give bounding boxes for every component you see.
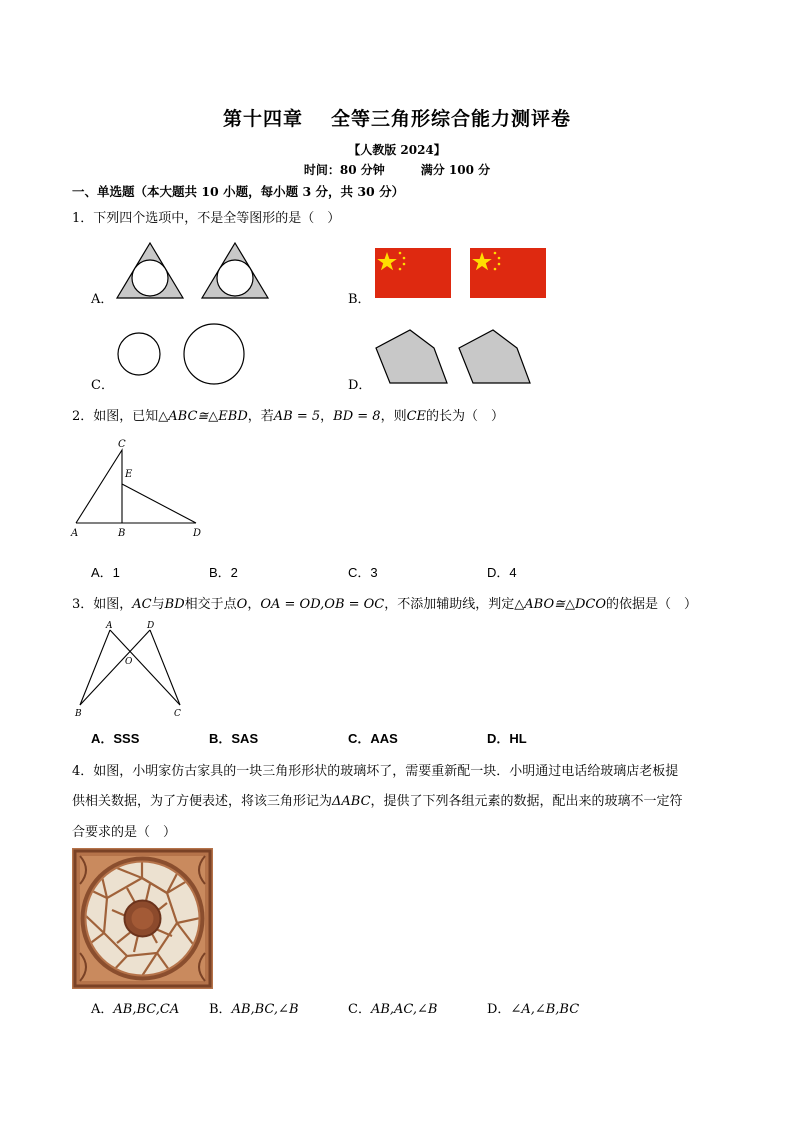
- q4-option-d[interactable]: [487, 998, 579, 1017]
- pentagon-1: [376, 330, 447, 383]
- q3-congruence: △ABO≅△DCO: [514, 597, 607, 612]
- q1-option-d-figure: [372, 326, 537, 388]
- q2-figure: [68, 436, 208, 540]
- question-2-stem: [72, 405, 504, 424]
- full-score: 满分 100 分: [420, 163, 491, 177]
- q2-ab-value: AB = 5: [273, 409, 321, 424]
- q3-option-d[interactable]: D．HL: [487, 731, 527, 746]
- q3-point-o: O: [236, 597, 248, 612]
- q3-stem-mid: 相交于点: [184, 597, 237, 612]
- q4-line2-suffix: ，提供了下列各组元素的数据，配出来的玻璃不一定符: [370, 794, 683, 809]
- q3-ac: AC: [132, 597, 152, 612]
- test-title: 全等三角形综合能力测评卷: [331, 108, 572, 130]
- label-a: A: [106, 621, 113, 631]
- q3-stem-sep: ，: [247, 597, 261, 612]
- label-c: C: [174, 709, 181, 719]
- q4-option-b-value: AB,BC,∠B: [231, 1002, 299, 1017]
- q4-option-c-label: C．: [348, 1002, 371, 1017]
- question-4-line-2: [72, 790, 683, 809]
- q1-option-c-label: C．: [91, 378, 114, 393]
- section-heading: 一、单选题（本大题共 10 小题，每小题 3 分，共 30 分）: [72, 184, 405, 199]
- question-4-line-1: 4．如图，小明家仿古家具的一块三角形形状的玻璃坏了，需要重新配一块．小明通过电话给玻璃店老板提: [72, 764, 679, 779]
- q3-equalities: OA = OD,OB = OC: [260, 597, 385, 612]
- question-3-stem: [72, 593, 697, 612]
- label-b: B: [118, 528, 126, 539]
- pentagon-2: [459, 330, 530, 383]
- q3-figure: [70, 618, 190, 720]
- q4-option-b-label: B．: [209, 1002, 232, 1017]
- label-d: D: [193, 528, 202, 539]
- q1-option-a-label: A．: [91, 292, 114, 307]
- q4-option-a-label: A．: [91, 1002, 114, 1017]
- q1-option-b-label: B．: [348, 292, 371, 307]
- q4-option-a[interactable]: [91, 998, 179, 1017]
- label-b: B: [75, 709, 82, 719]
- q2-stem-prefix: 2．如图，已知: [72, 409, 159, 424]
- question-4-line-3: 合要求的是（ ）: [72, 825, 177, 840]
- label-a: A: [71, 528, 79, 539]
- page-title: [0, 104, 794, 131]
- label-e: E: [125, 469, 133, 480]
- chapter-label: 第十四章: [222, 108, 303, 130]
- q2-congruence: △ABC≅△EBD: [158, 409, 248, 424]
- q4-option-d-value: ∠A,∠B,BC: [510, 1002, 580, 1017]
- q4-option-c-value: AB,AC,∠B: [370, 1002, 438, 1017]
- q4-option-b[interactable]: [209, 998, 299, 1017]
- q1-option-d-label: D．: [348, 378, 372, 393]
- q3-option-c[interactable]: C．AAS: [348, 731, 398, 746]
- q2-option-b[interactable]: B．2: [209, 565, 238, 580]
- china-flag-2: [470, 248, 546, 298]
- q2-option-a[interactable]: A．1: [91, 565, 120, 580]
- q4-option-d-label: D．: [487, 1002, 511, 1017]
- q4-option-a-value: AB,BC,CA: [113, 1002, 180, 1017]
- edition-label: 【人教版 2024】: [348, 143, 446, 157]
- q3-option-a[interactable]: A．SSS: [91, 731, 140, 746]
- q2-option-c[interactable]: C．3: [348, 565, 378, 580]
- label-d: D: [147, 621, 155, 631]
- q2-bd-value: BD = 8: [333, 409, 381, 424]
- q2-stem-suffix: 的长为（ ）: [426, 409, 505, 424]
- q1-option-c-figure: [112, 320, 252, 390]
- q4-triangle-abc: ΔABC: [332, 794, 371, 809]
- q4-option-c[interactable]: [348, 998, 437, 1017]
- question-1-stem: 1．下列四个选项中，不是全等图形的是（ ）: [72, 211, 341, 226]
- small-circle: [118, 333, 160, 375]
- q3-and: 与: [151, 597, 165, 612]
- q2-stem-mid1: ，若: [247, 409, 274, 424]
- q3-bd: BD: [164, 597, 185, 612]
- label-c: C: [118, 439, 126, 450]
- inscribed-circle-2: [217, 260, 253, 296]
- label-o: O: [125, 657, 133, 667]
- antique-glass-panel-image: [72, 848, 213, 989]
- q2-ce: CE: [406, 409, 427, 424]
- q3-stem-suffix: 的依据是（ ）: [606, 597, 698, 612]
- exam-info: [0, 161, 794, 178]
- q1-option-a-figure: [115, 240, 275, 302]
- q3-option-b[interactable]: B．SAS: [209, 731, 259, 746]
- q1-option-b-figure: [374, 247, 549, 299]
- q3-stem-mid2: ，不添加辅助线，判定: [384, 597, 515, 612]
- q2-stem-sep: ，: [320, 409, 334, 424]
- china-flag-1: [375, 248, 451, 298]
- q3-stem-prefix: 3．如图，: [72, 597, 133, 612]
- large-circle: [184, 324, 244, 384]
- inscribed-circle-1: [132, 260, 168, 296]
- time-limit: 时间：80 分钟: [303, 163, 385, 177]
- q2-option-d[interactable]: D．4: [487, 565, 517, 580]
- q4-line2-prefix: 供相关数据，为了方便表述，将该三角形记为: [72, 794, 333, 809]
- q2-stem-mid2: ，则: [380, 409, 407, 424]
